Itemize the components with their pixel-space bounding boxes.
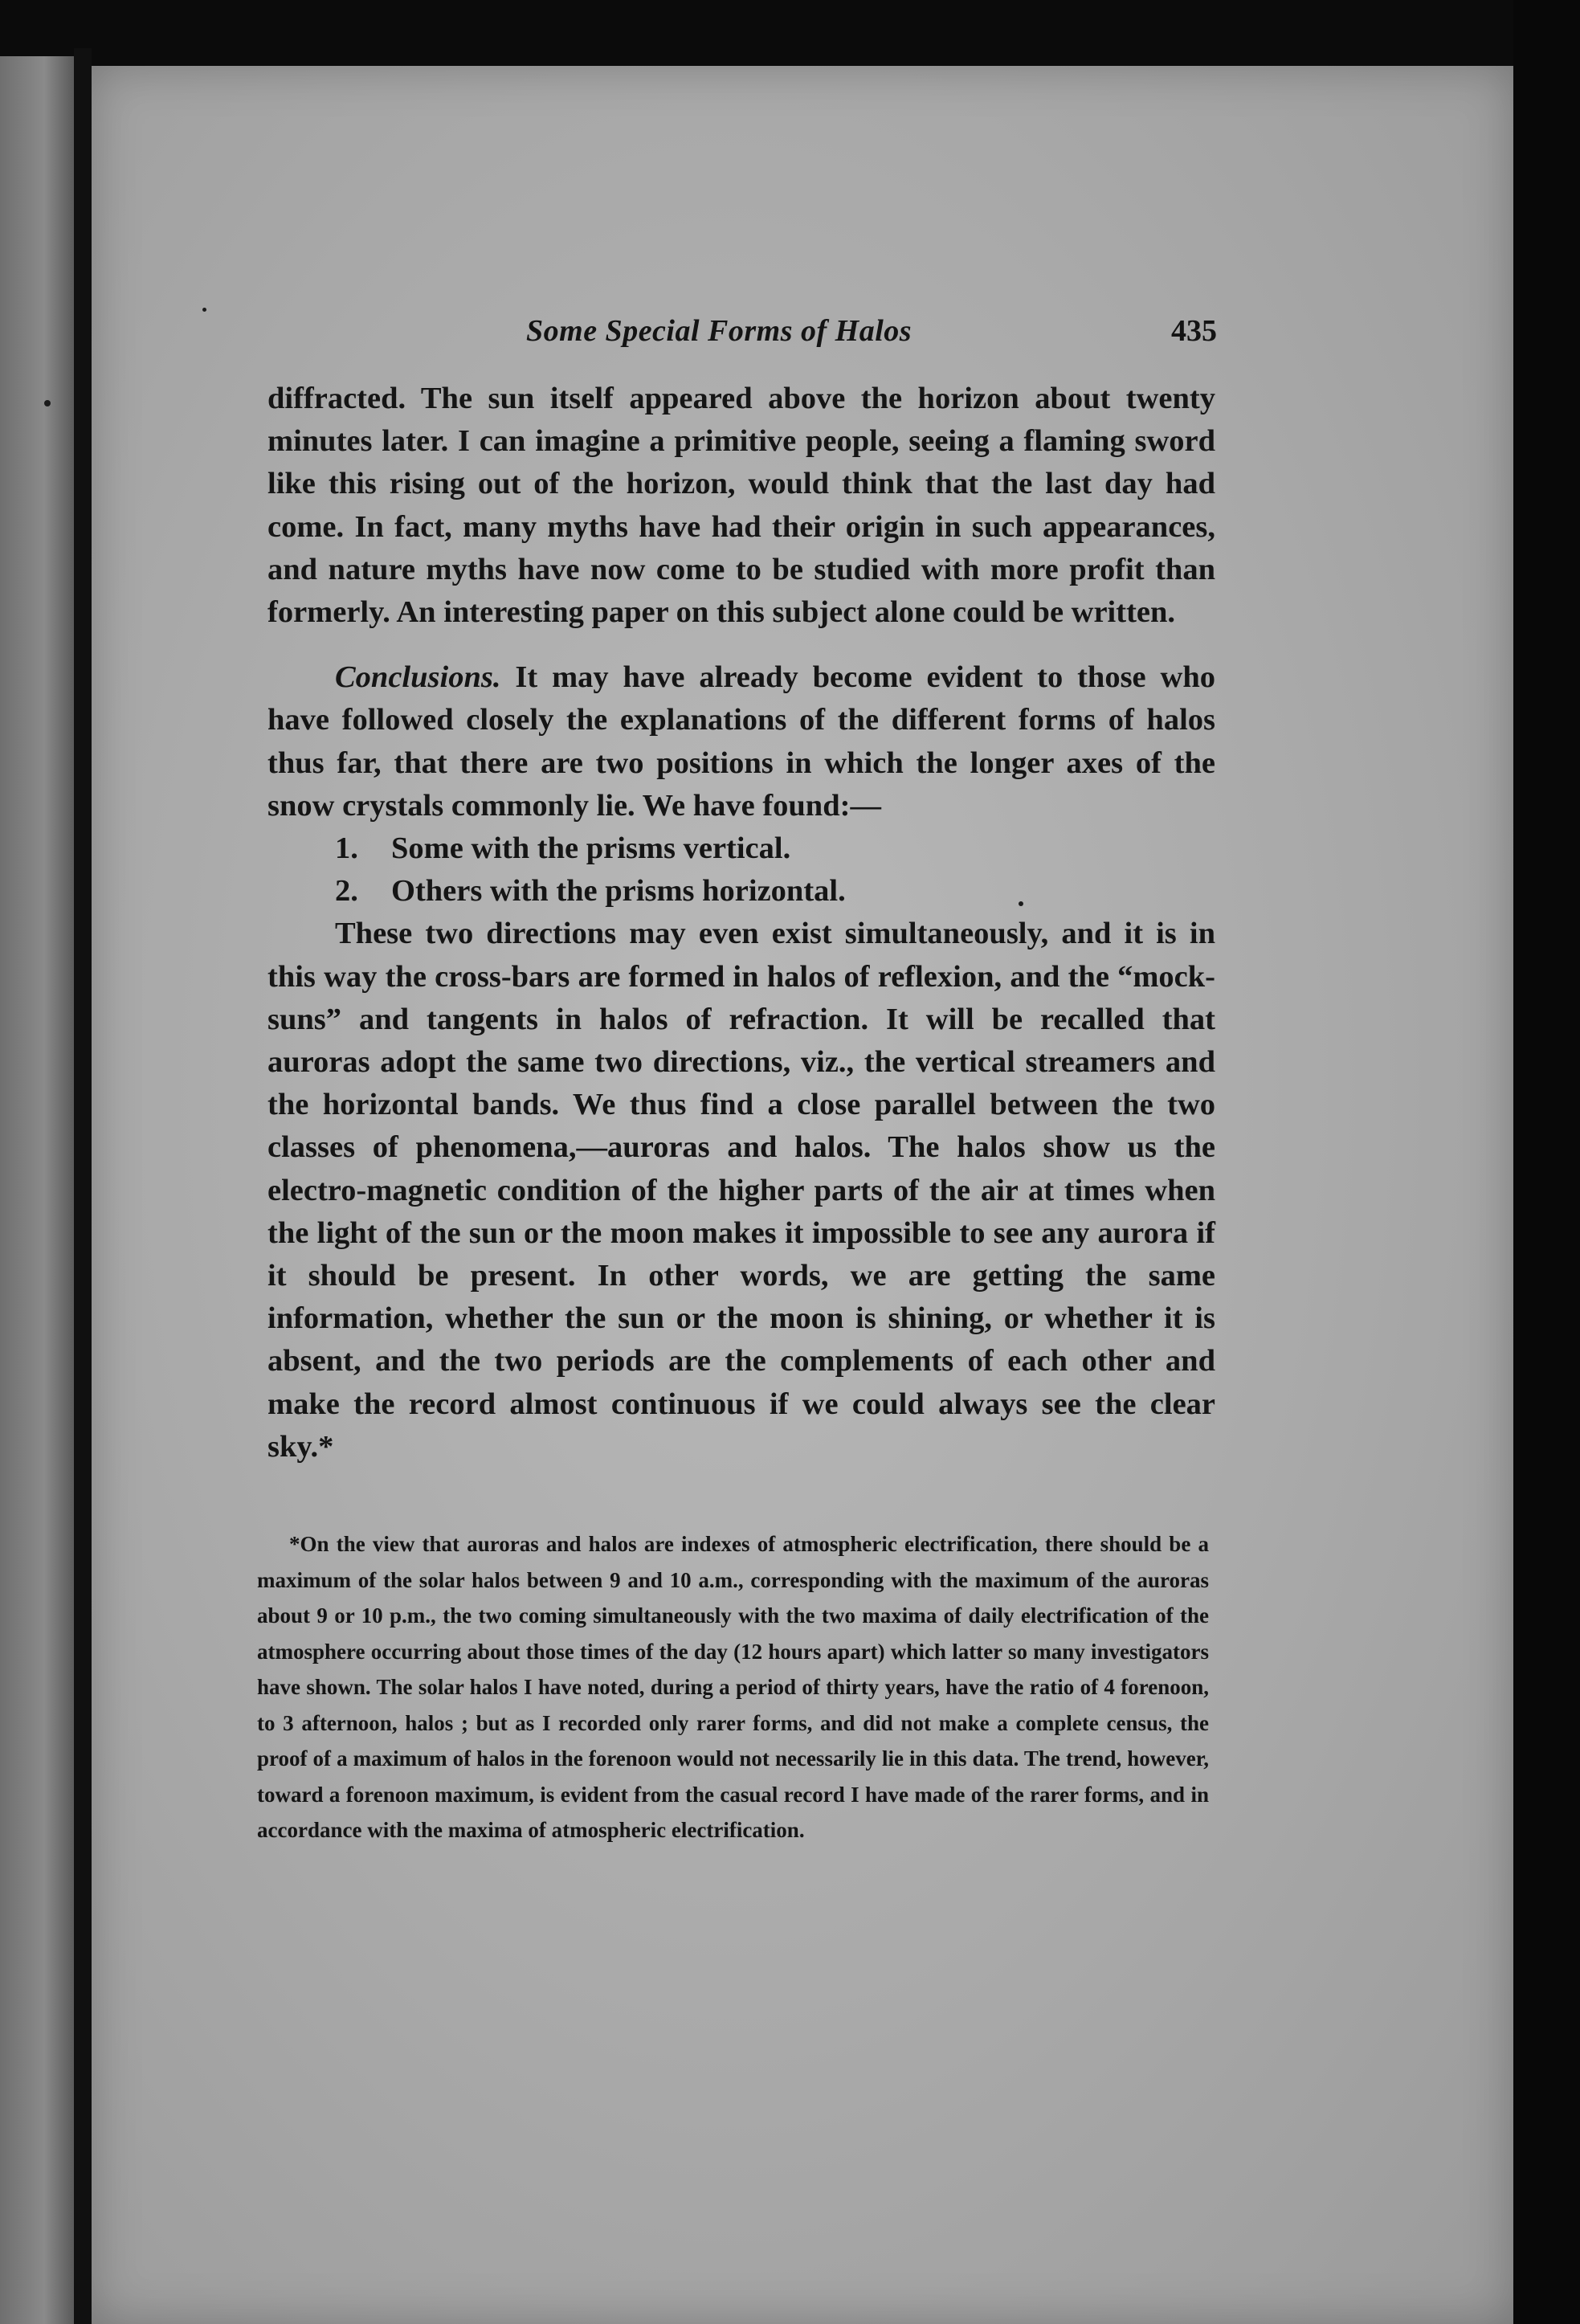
- scan-left-margin: [0, 56, 74, 2324]
- conclusions-text: It may have already become evident to those who have followed closely the explanations of the different forms of halos thus far, that there are two positions in which the longer axes of the snow crystals commonly lie. We have found:—: [267, 660, 1215, 823]
- list-number: 1.: [335, 831, 358, 866]
- paragraph-diffracted: diffracted. The sun itself appeared above the horizon about twenty minutes later. I can imagine a primitive people, seeing a flaming sword like this rising out of the horizon, would think that the last day had come. In fact, many myths have had their origin in such appearances, and nature myths have now come to be studied with more profit than formerly. An interesting paper on this subject alone could be written.: [267, 382, 1215, 630]
- paragraph-conclusions: [267, 656, 1215, 827]
- list-text: Others with the prisms horizontal.: [391, 874, 846, 909]
- dust-speck: [202, 308, 206, 312]
- running-title: Some Special Forms of Halos: [526, 314, 912, 348]
- list-item: [267, 827, 1215, 870]
- list-item: [267, 870, 1215, 913]
- footnote: *On the view that auroras and halos are indexes of atmospheric electrification, there should be a maximum of the solar halos between 9 and 10 a.m., corresponding with the maximum of the auroras about 9 or 10 p.m., the two coming simultaneously with the two maxima of daily electrification of the atmosphere occurring about those times of the day (12 hours apart) which latter so many investigators have shown. The solar halos I have noted, during a period of thirty years, have the ratio of 4 forenoon, to 3 afternoon, halos ; but as I recorded only rarer forms, and did not make a complete census, the proof of a maximum of halos in the forenoon would not necessarily lie in this data. The trend, however, toward a forenoon maximum, is evident from the casual record I have made of the rarer forms, and in accordance with the maxima of atmospheric electrification.: [257, 1532, 1209, 1842]
- page-number: 435: [1171, 314, 1217, 348]
- paragraph-two-directions: These two directions may even exist simultaneously, and it is in this way the cross-bars are formed in halos of reflexion, and the “mock-suns” and tangents in halos of refraction. It will be recalled that auroras adopt the same two directions, viz., the vertical streamers and the horizontal bands. We thus find a close parallel between the two classes of phenomena,—auroras and halos. The halos show us the electro-magnetic condition of the higher parts of the air at times when the light of the sun or the moon makes it impossible to see any aurora if it should be present. In other words, we are getting the same information, whether the sun or the moon is shining, or whether it is absent, and the two periods are the complements of each other and make the record almost continuous if we could always see the clear sky.*: [267, 917, 1215, 1464]
- conclusions-heading: Conclusions.: [335, 660, 501, 695]
- body-text: [267, 378, 1215, 1468]
- list-text: Some with the prisms vertical.: [391, 831, 791, 866]
- scan-right-edge: [1513, 0, 1580, 2324]
- dust-speck: [44, 400, 51, 406]
- paragraph-gap: [267, 634, 1215, 656]
- running-head: [526, 313, 1217, 353]
- book-spine-shadow: [74, 48, 92, 2324]
- list-number: 2.: [335, 874, 358, 909]
